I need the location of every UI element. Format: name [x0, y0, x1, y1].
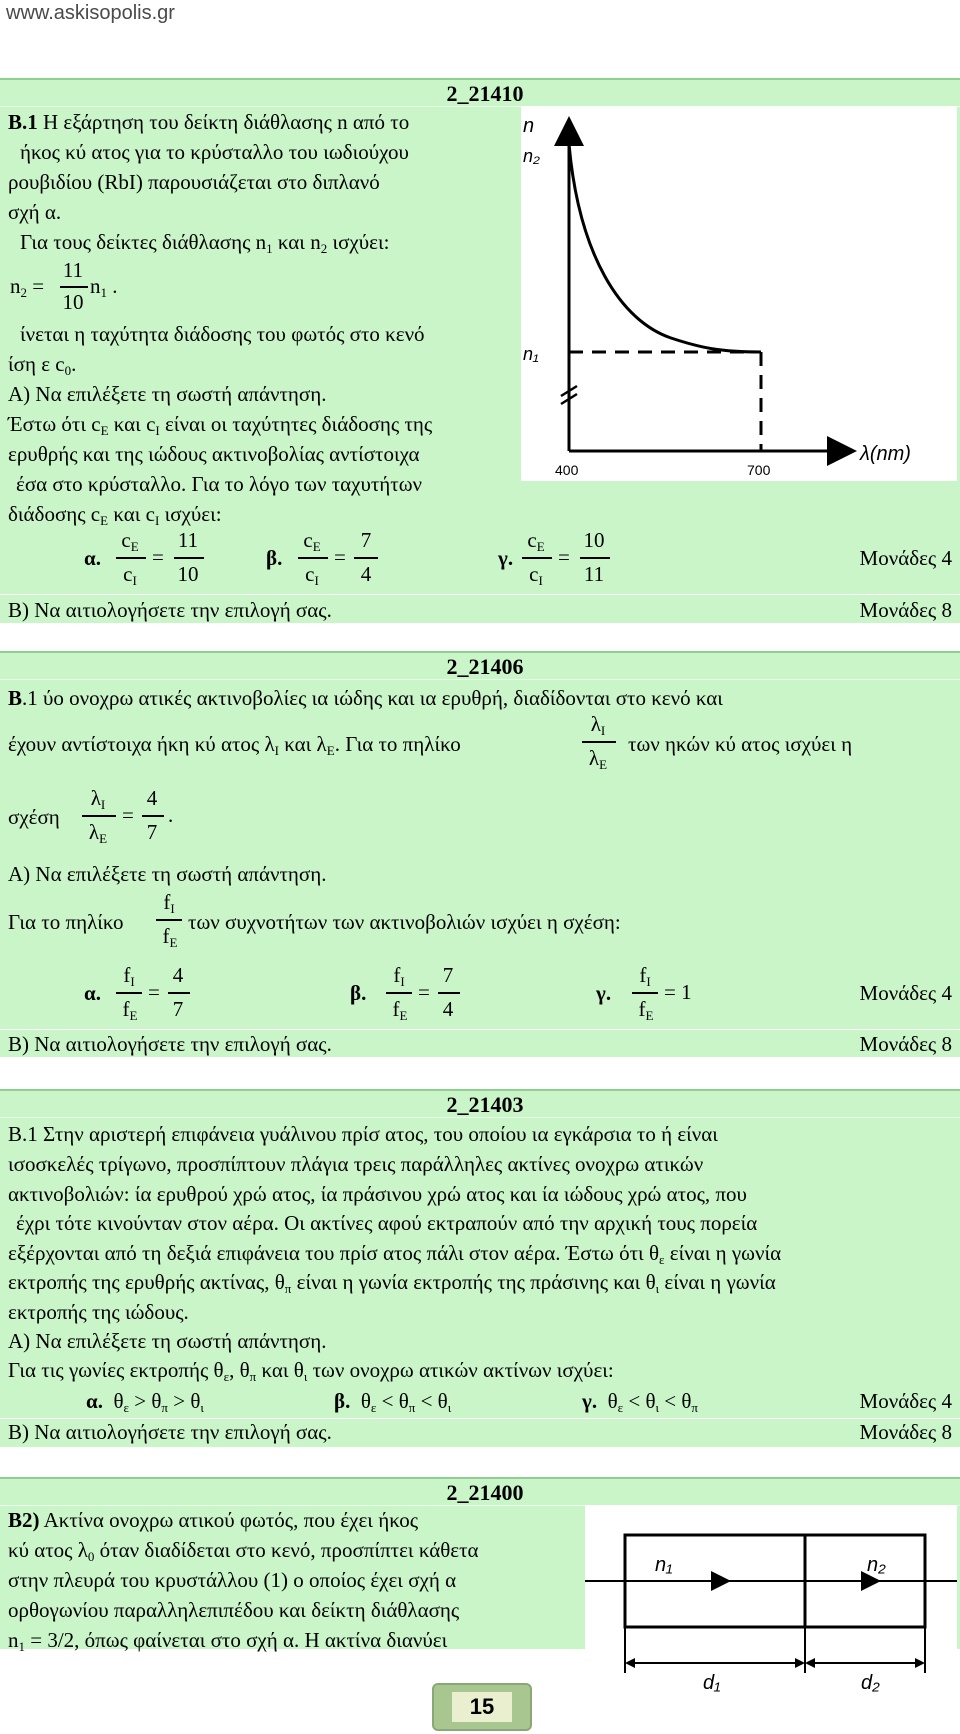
q2-option-c-expr: fI fE = 1	[630, 963, 720, 1025]
q4-line-2: κύ ατος λ0 όταν διαδίδεται στο κενό, προσπίπτει κάθετα	[8, 1538, 479, 1564]
page-number-badge	[432, 1683, 532, 1731]
q2-line-2c: των ηκών κύ ατος ισχύει η	[628, 732, 853, 756]
question-header	[0, 651, 960, 680]
q1-part-a: Α) Να επιλέξετε τη σωστή απάντηση.	[8, 382, 327, 406]
label-n1: n₁	[655, 1554, 673, 1576]
dispersion-curve	[569, 144, 761, 352]
q1-line-2: ήκος κύ ατος για το κρύσταλλο του ιωδιούχου	[20, 140, 409, 164]
page-number: 15	[452, 1692, 512, 1722]
q3-option-c: γ. θε < θι < θπ	[582, 1389, 698, 1415]
q2-option-a-expr: fI fE = 4 7	[114, 963, 214, 1025]
q2-line-1: B.1 ύο ονοχρω ατικές ακτινοβολίες ια ιώδης και ια ερυθρή, διαδίδονται στο κενό και	[8, 686, 723, 710]
q1-line-3: ρουβιδίου (RbI) παρουσιάζεται στο διπλανό	[8, 170, 380, 194]
q3-marks-a: Μονάδες 4	[859, 1389, 952, 1413]
option-c-expr: cE cI = 10 11	[522, 528, 632, 590]
q2-line-2: έχουν αντίστοιχα ήκη κύ ατος λI και λE. Για το πηλίκο	[8, 732, 461, 758]
q1-line-12: διάδοσης cE και cI ισχύει:	[8, 502, 222, 528]
q2-option-c-label: γ.	[596, 981, 612, 1005]
q2-line-4a: Για το πηλίκο	[8, 910, 124, 934]
q1-part-b: Β) Να αιτιολογήσετε την επιλογή σας.	[8, 598, 332, 622]
question-id: 2_21400	[446, 1480, 524, 1505]
relation-equation: n2 = 11 10 n1 .	[10, 258, 118, 314]
q3-part-a: Α) Να επιλέξετε τη σωστή απάντηση.	[8, 1329, 327, 1353]
question-id: 2_21403	[446, 1092, 524, 1117]
q1-line-1: B.1 Η εξάρτηση του δείκτη διάθλασης n από το	[8, 110, 410, 134]
label-n2: n₂	[523, 146, 540, 166]
q3-line-9: Για τις γωνίες εκτροπής θε, θπ και θι των ονοχρω ατικών ακτίνων ισχύει:	[8, 1358, 614, 1384]
label-d2: d₂	[861, 1672, 880, 1694]
q3-line-1: B.1 Στην αριστερή επιφάνεια γυάλινου πρίσ ατος, του οποίου ια εγκάρσια το ή είναι	[8, 1122, 718, 1146]
x-axis-label: λ(nm)	[860, 443, 911, 465]
q3-part-b: Β) Να αιτιολογήσετε την επιλογή σας.	[8, 1420, 332, 1444]
q4-line-1: Β2) Ακτίνα ονοχρω ατικού φωτός, που έχει ήκος	[8, 1508, 419, 1532]
q3-option-b: β. θε < θπ < θι	[334, 1389, 452, 1415]
q2-option-b-label: β.	[350, 981, 367, 1005]
question-header	[0, 1089, 960, 1118]
q2-ratio-f: fI fE	[154, 890, 194, 954]
label-n2: n₂	[867, 1554, 886, 1576]
q2-part-b: Β) Να αιτιολογήσετε την επιλογή σας.	[8, 1032, 332, 1056]
option-a-expr: cE cI = 11 10	[110, 528, 220, 590]
q1-line-9: Έστω ότι cE και cI είναι οι ταχύτητες διάδοσης της	[8, 412, 433, 438]
q3-line-5: εξέρχονται από τη δεξιά επιφάνεια του πρίσ ατος πάλι στον αέρα. Έστω ότι θε είναι η γωνία	[8, 1241, 782, 1267]
crystal-diagram	[585, 1505, 957, 1720]
question-header	[0, 78, 960, 107]
q1-marks-b: Μονάδες 8	[859, 598, 952, 622]
tick-700: 700	[747, 462, 771, 478]
q4-line-4: ορθογωνίου παραλληλεπιπέδου και δείκτη διάθλασης	[8, 1598, 460, 1622]
q3-option-a: α. θε > θπ > θι	[86, 1389, 204, 1415]
q1-line-10: ερυθρής και της ιώδους ακτινοβολίας αντίστοιχα	[8, 442, 420, 466]
q3-line-6: εκτροπής της ερυθρής ακτίνας, θπ είναι η γωνία εκτροπής της πράσινης και θι είναι η γωνία	[8, 1270, 776, 1296]
q4-line-3: στην πλευρά του κρυστάλλου (1) ο οποίος έχει σχή α	[8, 1568, 457, 1592]
label-n: n	[523, 115, 535, 137]
question-header	[0, 1477, 960, 1506]
q2-part-a: Α) Να επιλέξετε τη σωστή απάντηση.	[8, 862, 327, 886]
option-b-label: β.	[266, 546, 283, 570]
label-d1: d₁	[703, 1672, 721, 1694]
q3-line-7: εκτροπής της ιώδους.	[8, 1300, 189, 1324]
q2-ratio-lambda: λI λE	[580, 712, 620, 776]
q1-marks-a: Μονάδες 4	[859, 546, 952, 570]
q1-line-6: ίνεται η ταχύτητα διάδοσης του φωτός στο κενό	[20, 322, 425, 346]
q2-marks-b: Μονάδες 8	[859, 1032, 952, 1056]
question-id: 2_21410	[446, 81, 524, 106]
option-c-label: γ.	[498, 546, 514, 570]
tick-400: 400	[555, 462, 579, 478]
q2-option-a-label: α.	[84, 981, 101, 1005]
q1-line-4: σχή α.	[8, 200, 62, 224]
q1-line-5: Για τους δείκτες διάθλασης n1 και n2 ισχύει:	[20, 230, 390, 256]
refractive-index-graph	[521, 106, 957, 481]
option-a-label: α.	[84, 546, 101, 570]
q2-relation: λI λE = 4 7 .	[80, 786, 200, 848]
q3-line-3: ακτινοβολιών: ία ερυθρού χρώ ατος, ία πράσινου χρώ ατος και ία ιώδους χρώ ατος, που	[8, 1182, 747, 1206]
q2-marks-a: Μονάδες 4	[859, 981, 952, 1005]
q2-option-b-expr: fI fE = 7 4	[384, 963, 484, 1025]
q3-marks-b: Μονάδες 8	[859, 1420, 952, 1444]
q3-line-4: έχρι τότε κινούνταν στον αέρα. Οι ακτίνες αφού εκτραπούν από την αρχική τους πορεία	[16, 1211, 758, 1235]
label-n1: n₁	[523, 344, 539, 364]
q1-line-11: έσα στο κρύσταλλο. Για το λόγο των ταχυτήτων	[16, 472, 423, 496]
question-id: 2_21406	[446, 654, 524, 679]
q1-line-7: ίση ε c0.	[8, 352, 77, 378]
q3-line-2: ισοσκελές τρίγωνο, προσπίπτουν πλάγια τρεις παράλληλες ακτίνες ονοχρω ατικών	[8, 1152, 704, 1176]
q2-line-3: σχέση	[8, 805, 60, 829]
q2-line-4b: των συχνοτήτων των ακτινοβολιών ισχύει η σχέση:	[188, 910, 621, 934]
q4-line-5: n1 = 3/2, όπως φαίνεται στο σχή α. Η ακτίνα διανύει	[8, 1628, 448, 1654]
option-b-expr: cE cI = 7 4	[292, 528, 392, 590]
site-url[interactable]: www.askisopolis.gr	[6, 2, 175, 24]
